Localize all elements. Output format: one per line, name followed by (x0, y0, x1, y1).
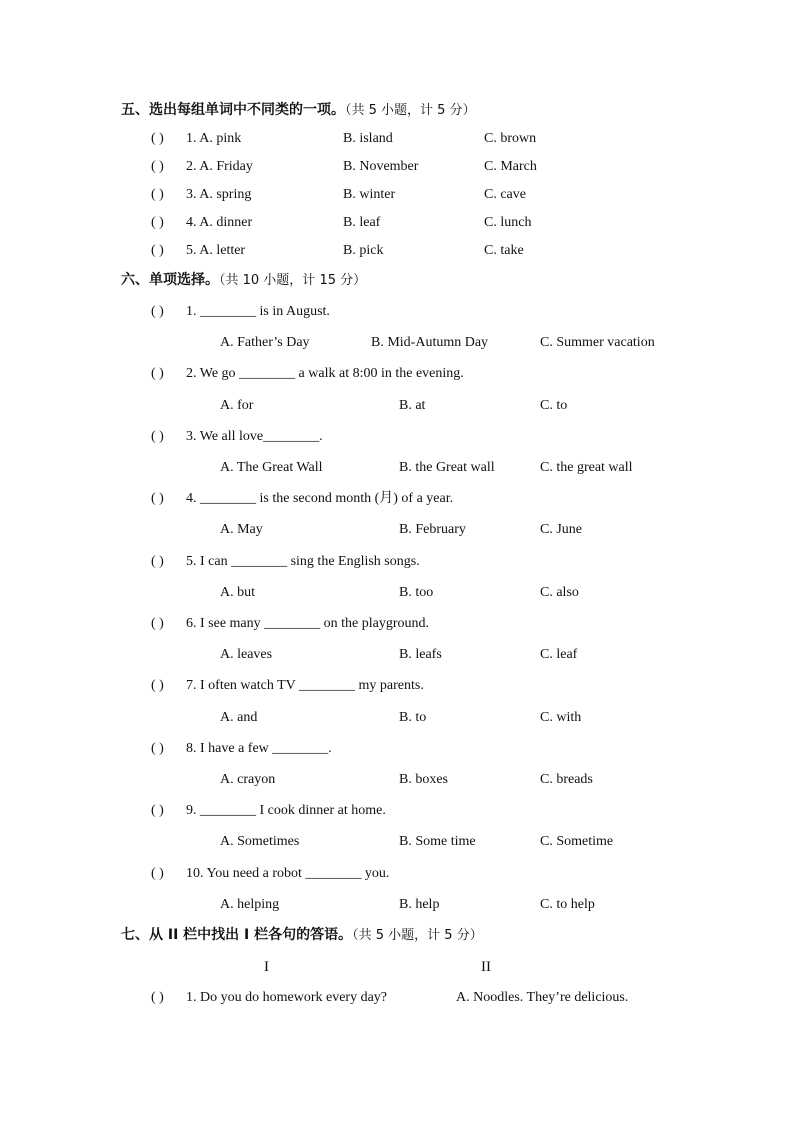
option-c: C. to help (540, 897, 595, 912)
option-b: B. to (399, 710, 427, 725)
question-stem: 5. I can ________ sing the English songs. (186, 554, 420, 569)
option-b: B. too (399, 585, 434, 600)
question-stem: 3. We all love________. (186, 429, 323, 444)
option-c: C. lunch (484, 215, 532, 230)
option-b: B. at (399, 398, 426, 413)
section-7-title: 七、从 II 栏中找出 I 栏各句的答语。 (121, 927, 353, 943)
option-a: A. and (220, 710, 258, 725)
option-c: C. with (540, 710, 582, 725)
answer-blank[interactable]: ( ) (151, 990, 164, 1005)
option-a: A. for (220, 398, 254, 413)
option-c: C. March (484, 159, 537, 174)
option-a: A. May (220, 522, 263, 537)
option-b: B. island (343, 131, 393, 146)
option-b: B. boxes (399, 772, 448, 787)
option-a: A. The Great Wall (220, 460, 323, 475)
option-b: B. leafs (399, 647, 442, 662)
option-b: B. the Great wall (399, 460, 495, 475)
answer-blank[interactable]: ( ) (151, 243, 164, 258)
option-b: B. pick (343, 243, 384, 258)
option-a: A. crayon (220, 772, 276, 787)
question-stem: 6. I see many ________ on the playground. (186, 616, 430, 631)
section-7-note: （共 5 小题，计 5 分） (352, 928, 483, 943)
answer-blank[interactable]: ( ) (151, 159, 164, 174)
option-c: C. the great wall (540, 460, 633, 475)
answer-option: A. Noodles. They’re delicious. (456, 990, 629, 1005)
option-b: B. November (343, 159, 419, 174)
option-c: C. brown (484, 131, 537, 146)
option-a: A. helping (220, 897, 280, 912)
option-b: B. February (399, 522, 466, 537)
option-c: C. leaf (540, 647, 578, 662)
option-c: C. Summer vacation (540, 335, 655, 350)
option-b: B. winter (343, 187, 396, 202)
answer-blank[interactable]: ( ) (151, 803, 164, 818)
question-stem: 10. You need a robot ________ you. (186, 866, 390, 881)
section-6-note: （共 10 小题，计 15 分） (219, 273, 367, 288)
question-stem: 7. I often watch TV ________ my parents. (186, 678, 424, 693)
section-5-note: （共 5 小题，计 5 分） (345, 103, 476, 118)
question-stem: 5. A. letter (186, 243, 246, 258)
option-b: B. help (399, 897, 440, 912)
column-i-heading: I (264, 959, 269, 975)
question-stem: 1. A. pink (186, 131, 242, 146)
option-c: C. Sometime (540, 834, 614, 849)
question-stem: 1. Do you do homework every day? (186, 990, 388, 1005)
option-b: B. leaf (343, 215, 381, 230)
question-stem: 2. A. Friday (186, 159, 253, 174)
answer-blank[interactable]: ( ) (151, 866, 164, 881)
question-stem: 4. A. dinner (186, 215, 253, 230)
option-c: C. take (484, 243, 524, 258)
option-c: C. also (540, 585, 579, 600)
answer-blank[interactable]: ( ) (151, 215, 164, 230)
option-a: A. Father’s Day (220, 335, 310, 350)
question-stem: 1. ________ is in August. (186, 304, 330, 319)
section-6-heading (121, 271, 366, 290)
column-ii-heading: II (481, 959, 491, 975)
answer-blank[interactable]: ( ) (151, 429, 164, 444)
answer-blank[interactable]: ( ) (151, 491, 164, 506)
option-b: B. Some time (399, 834, 476, 849)
question-stem: 9. ________ I cook dinner at home. (186, 803, 386, 818)
question-stem: 4. ________ is the second month (月) of a year. (186, 491, 454, 506)
option-c: C. breads (540, 772, 593, 787)
option-a: A. leaves (220, 647, 273, 662)
section-6-title: 六、单项选择。 (121, 272, 219, 288)
question-stem: 8. I have a few ________. (186, 741, 332, 756)
answer-blank[interactable]: ( ) (151, 741, 164, 756)
section-5-heading (121, 101, 476, 120)
section-7-heading (121, 926, 483, 945)
option-a: A. Sometimes (220, 834, 300, 849)
answer-blank[interactable]: ( ) (151, 678, 164, 693)
option-c: C. June (540, 522, 582, 537)
answer-blank[interactable]: ( ) (151, 187, 164, 202)
question-stem: 3. A. spring (186, 187, 252, 202)
answer-blank[interactable]: ( ) (151, 366, 164, 381)
option-c: C. to (540, 398, 568, 413)
option-c: C. cave (484, 187, 526, 202)
section-5-title: 五、选出每组单词中不同类的一项。 (121, 102, 345, 118)
answer-blank[interactable]: ( ) (151, 131, 164, 146)
question-stem: 2. We go ________ a walk at 8:00 in the evening. (186, 366, 464, 381)
answer-blank[interactable]: ( ) (151, 304, 164, 319)
option-a: A. but (220, 585, 255, 600)
answer-blank[interactable]: ( ) (151, 616, 164, 631)
option-b: B. Mid-Autumn Day (371, 335, 489, 350)
answer-blank[interactable]: ( ) (151, 554, 164, 569)
